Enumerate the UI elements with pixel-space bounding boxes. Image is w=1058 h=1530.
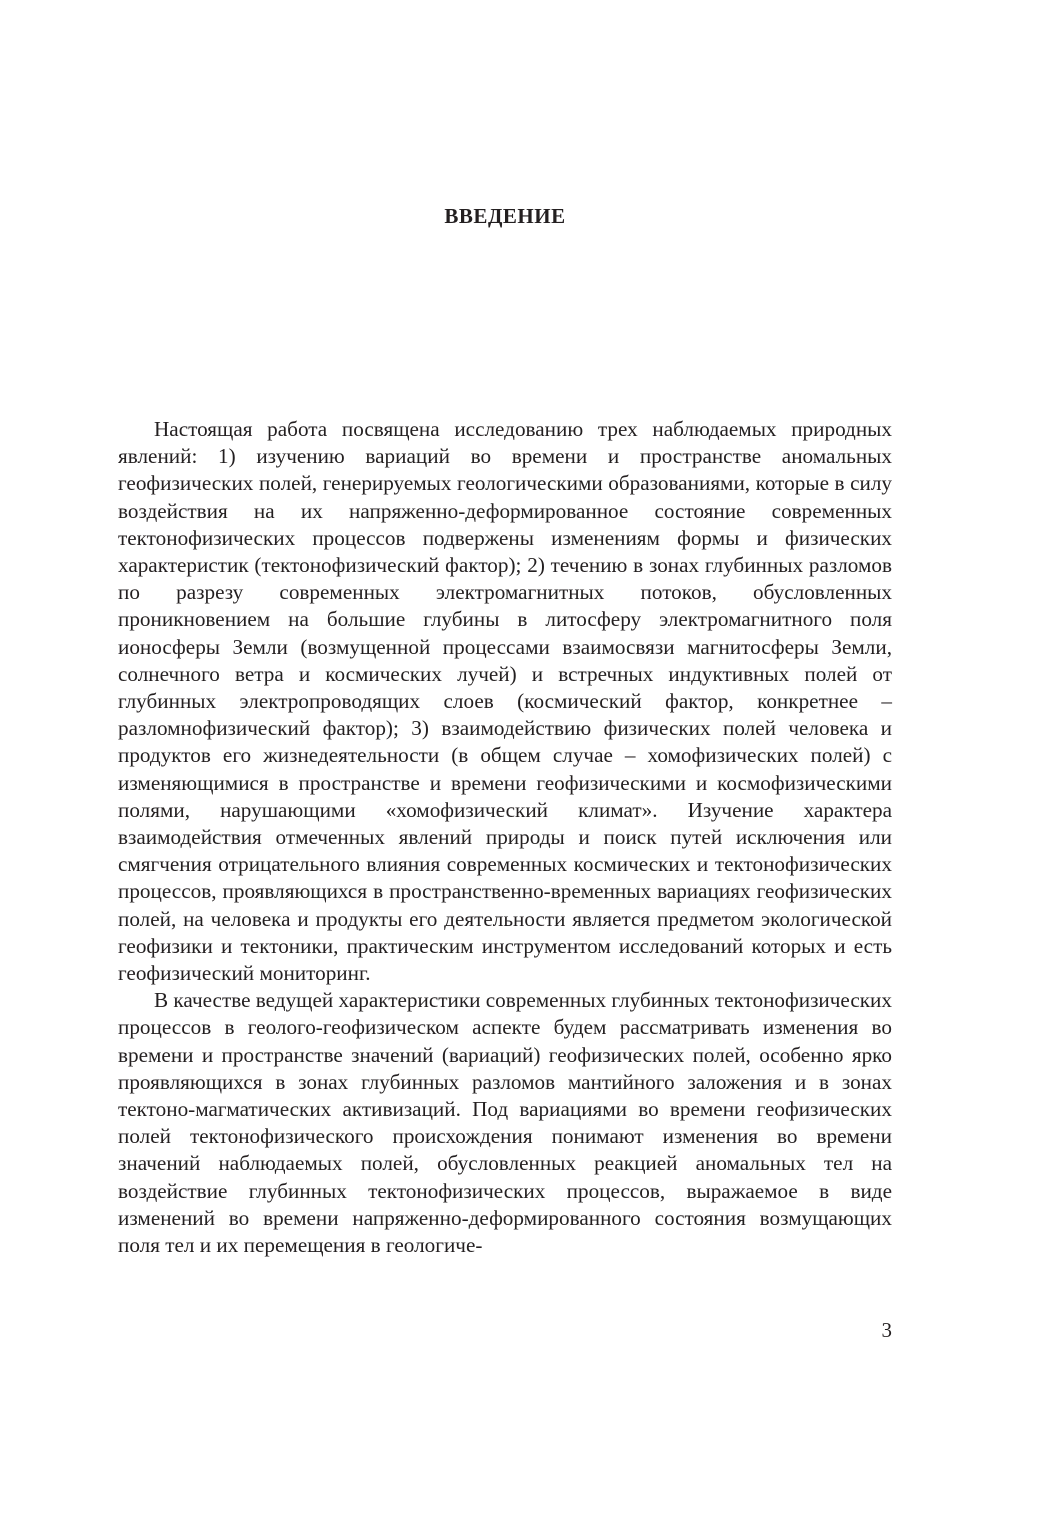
body-text: [118, 416, 892, 1259]
page-number: 3: [881, 1318, 892, 1342]
page-title: ВВЕДЕНИЕ: [444, 204, 566, 228]
paragraph-1: Настоящая работа посвящена исследованию трех наблюдаемых природных явлений: 1) изучению вариаций во времени и пространстве аномальных геофизических полей, генерируемых геологическими образованиями, которые в силу воздействия на их напряженно-деформированное состояние современных тектонофизических процессов подвержены изменениям формы и физических характеристик (тектонофизический фактор); 2) течению в зонах глубинных разломов по разрезу современных электромагнитных потоков, обусловленных проникновением на большие глубины в литосферу электромагнитного поля ионосферы Земли (возмущенной процессами взаимосвязи магнитосферы Земли, солнечного ветра и космических лучей) и встречных индуктивных полей от глубинных электропроводящих слоев (космический фактор, конкретнее – разломнофизический фактор); 3) взаимодействию физических полей человека и продуктов его жизнедеятельности (в общем случае – хомофизических полей) с изменяющимися в пространстве и времени геофизическими и космофизическими полями, нарушающими «хомофизический климат». Изучение характера взаимодействия отмеченных явлений природы и поиск путей исключения или смягчения отрицательного влияния современных космических и тектонофизических процессов, проявляющихся в пространственно-временных вариациях геофизических полей, на человека и продукты его деятельности является предметом экологической геофизики и тектоники, практическим инструментом исследований которых и есть геофизический мониторинг.: [118, 417, 892, 986]
paragraph-2: В качестве ведущей характеристики современных глубинных тектонофизических процессов в геолого-геофизическом аспекте будем рассматривать изменения во времени и пространстве значений (вариаций) геофизических полей, особенно ярко проявляющихся в зонах глубинных разломов мантийного заложения и в зонах тектоно-магматических активизаций. Под вариациями во времени геофизических полей тектонофизического происхождения понимают изменения во времени значений наблюдаемых полей, обусловленных реакцией аномальных тел на воздействие глубинных тектонофизических процессов, выражаемое в виде изменений во времени напряженно-деформированного состояния возмущающих поля тел и их перемещения в геологиче-: [118, 988, 892, 1258]
